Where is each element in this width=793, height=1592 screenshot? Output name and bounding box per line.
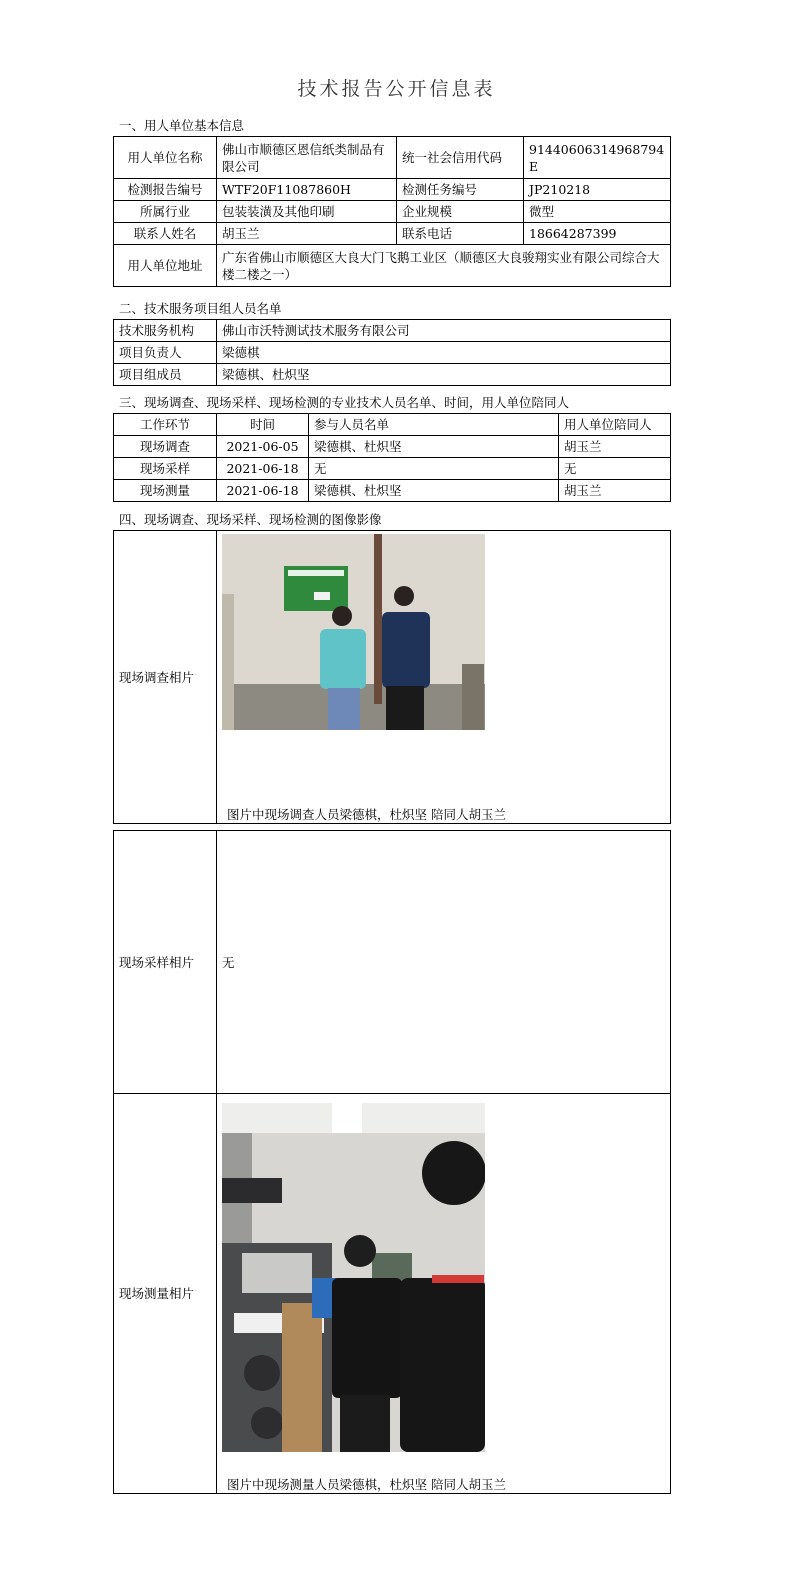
industry-label: 所属行业: [114, 201, 217, 223]
scale-value: 微型: [524, 201, 671, 223]
section-heading-photos: 四、现场调查、现场采样、现场检测的图像影像: [119, 512, 382, 527]
table-cell-date: 2021-06-05: [217, 436, 309, 458]
table-cell-stage: 现场调查: [114, 436, 217, 458]
table-cell-companion: 无: [559, 458, 671, 480]
contact-label: 联系人姓名: [114, 223, 217, 245]
team-table: [113, 319, 671, 386]
table-cell-participants: 梁德棋、杜炽坚: [309, 436, 559, 458]
header-participants: 参与人员名单: [309, 414, 559, 436]
unit-name-label: 用人单位名称: [114, 137, 217, 179]
task-no-label: 检测任务编号: [397, 179, 524, 201]
survey-photo-caption: 图片中现场调查人员梁德棋，杜炽坚 陪同人胡玉兰: [227, 807, 506, 822]
survey-photo: [222, 534, 485, 730]
leader-label: 项目负责人: [114, 342, 217, 364]
sampling-photo-label: 现场采样相片: [114, 831, 217, 1094]
table-cell-participants: 无: [309, 458, 559, 480]
measure-photo-image: [222, 1103, 485, 1452]
table-cell-participants: 梁德棋、杜炽坚: [309, 480, 559, 502]
scale-label: 企业规模: [397, 201, 524, 223]
phone-label: 联系电话: [397, 223, 524, 245]
industry-value: 包装装潢及其他印刷: [217, 201, 397, 223]
measure-photo: [222, 1103, 485, 1452]
basic-info-table: [113, 136, 671, 287]
header-stage: 工作环节: [114, 414, 217, 436]
table-cell-date: 2021-06-18: [217, 458, 309, 480]
address-label: 用人单位地址: [114, 245, 217, 287]
section-heading-team: 二、技术服务项目组人员名单: [119, 301, 282, 316]
phone-value: 18664287399: [524, 223, 671, 245]
header-companion: 用人单位陪同人: [559, 414, 671, 436]
section-heading-fieldwork: 三、现场调查、现场采样、现场检测的专业技术人员名单、时间，用人单位陪同人: [119, 395, 570, 410]
credit-code-label: 统一社会信用代码: [397, 137, 524, 179]
survey-photo-label: 现场调查相片: [114, 531, 217, 824]
table-cell-date: 2021-06-18: [217, 480, 309, 502]
report-no-label: 检测报告编号: [114, 179, 217, 201]
unit-name-value: 佛山市顺德区恩信纸类制品有限公司: [217, 137, 397, 179]
section-heading-basic-info: 一、用人单位基本信息: [119, 118, 245, 133]
header-time: 时间: [217, 414, 309, 436]
table-cell-companion: 胡玉兰: [559, 480, 671, 502]
survey-photo-image: [222, 534, 485, 730]
sampling-photo-value: 无: [217, 831, 671, 1094]
task-no-value: JP210218: [524, 179, 671, 201]
org-label: 技术服务机构: [114, 320, 217, 342]
credit-code-value: 91440606314968794E: [524, 137, 671, 179]
table-cell-stage: 现场测量: [114, 480, 217, 502]
measure-photo-label: 现场测量相片: [114, 1094, 217, 1494]
org-value: 佛山市沃特测试技术服务有限公司: [217, 320, 671, 342]
fieldwork-table: [113, 413, 671, 502]
leader-value: 梁德棋: [217, 342, 671, 364]
table-cell-stage: 现场采样: [114, 458, 217, 480]
report-no-value: WTF20F11087860H: [217, 179, 397, 201]
contact-value: 胡玉兰: [217, 223, 397, 245]
measure-photo-caption: 图片中现场测量人员梁德棋，杜炽坚 陪同人胡玉兰: [227, 1477, 506, 1492]
members-value: 梁德棋、杜炽坚: [217, 364, 671, 386]
table-cell-companion: 胡玉兰: [559, 436, 671, 458]
page-title: 技术报告公开信息表: [297, 78, 496, 100]
address-value: 广东省佛山市顺德区大良大门飞鹅工业区（顺德区大良骏翔实业有限公司综合大楼二楼之一）: [217, 245, 671, 287]
members-label: 项目组成员: [114, 364, 217, 386]
